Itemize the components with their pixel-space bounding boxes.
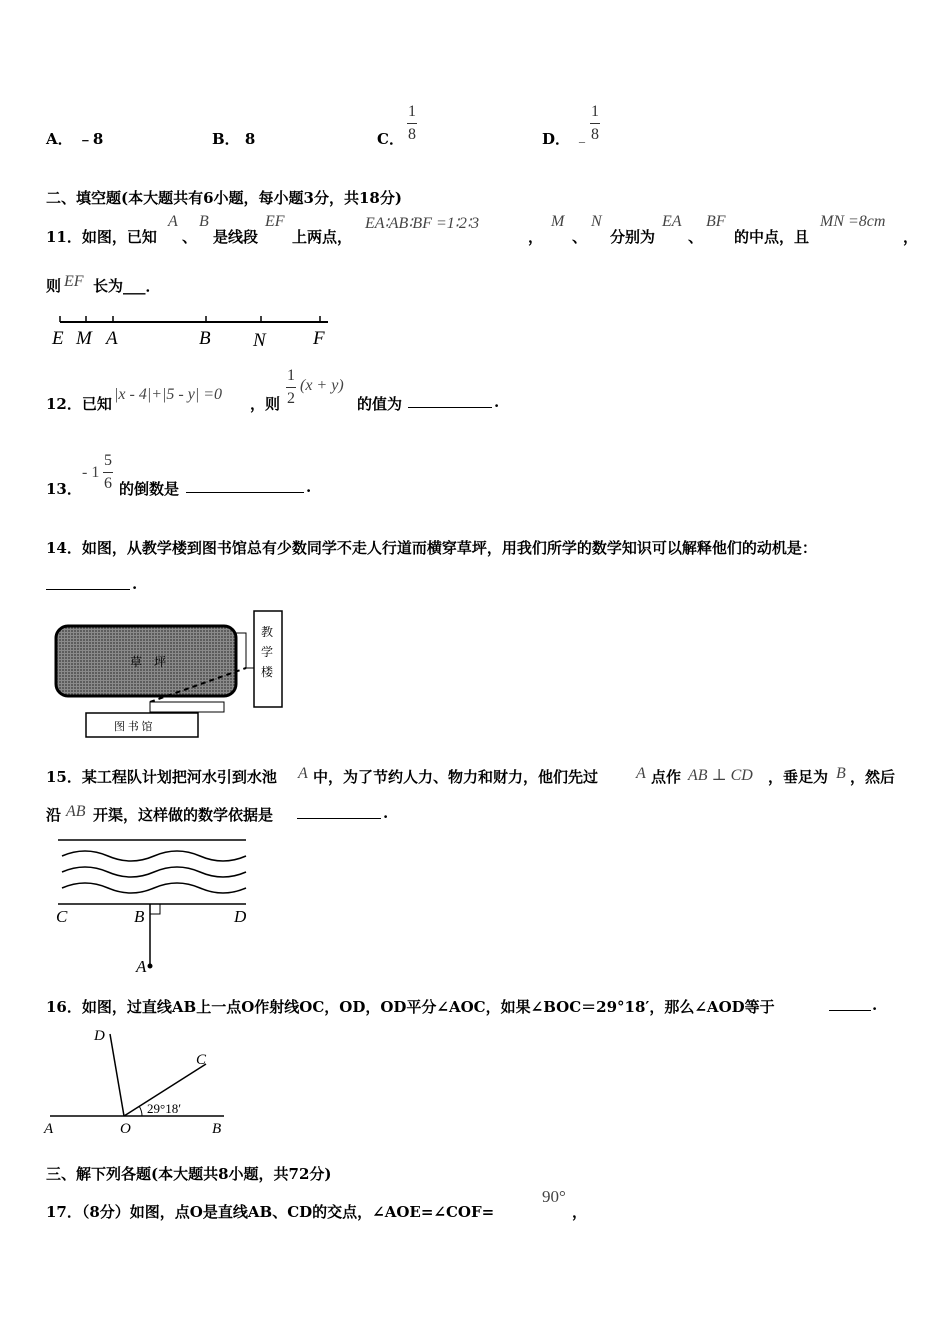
wave-2 — [62, 867, 246, 877]
q11-point-b: B — [199, 213, 209, 230]
q15-text2: 中，为了节约人力、物力和财力，他们先过 — [313, 768, 599, 786]
label-a: A — [44, 1121, 54, 1137]
q11-point-a: A — [168, 213, 178, 230]
q13-frac-den: 6 — [104, 475, 112, 492]
label-c: C — [56, 907, 68, 926]
option-c-fraction — [407, 103, 417, 144]
label-n: N — [253, 330, 266, 351]
q15-ab: AB — [66, 803, 86, 820]
q13-number: 13． — [46, 480, 82, 498]
q12-fraction — [286, 367, 296, 408]
label-b: B — [134, 907, 145, 926]
q14-campus-figure — [50, 606, 290, 746]
q15-text3: 点作 — [651, 768, 682, 786]
q16-period: . — [872, 996, 878, 1014]
q15-b: B — [836, 765, 846, 782]
q15-a2: A — [636, 765, 646, 782]
label-e: E — [52, 328, 64, 349]
option-c-label: C． — [377, 130, 404, 148]
option-b-value: 8 — [244, 130, 256, 148]
building-char-1: 教 — [261, 625, 274, 639]
option-d-sign: ﹣ — [574, 133, 591, 150]
q12-end: 的值为 — [357, 395, 403, 413]
option-b — [212, 128, 255, 149]
q16-answer-blank[interactable] — [829, 996, 871, 1011]
q15-text1: 15．某工程队计划把河水引到水池 — [46, 768, 277, 786]
q11-text3: 分别为 — [610, 228, 656, 246]
q15-a: A — [298, 765, 308, 782]
q15-line2b: 开渠，这样做的数学依据是 — [93, 806, 274, 824]
q11-ratio: EA∶AB∶BF =1∶2∶3 — [365, 215, 480, 232]
grass-label: 草 坪 — [130, 655, 167, 669]
q12-number: 12．已知 — [46, 395, 112, 413]
q11-number: 11．如图，已知 — [46, 228, 157, 246]
q11-text4: 的中点，且 — [734, 228, 810, 246]
q15-period: . — [383, 804, 389, 822]
q13-end: 的倒数是 — [119, 480, 180, 498]
option-a-value: ﹣8 — [77, 130, 104, 148]
q11-segment-figure — [46, 312, 346, 352]
label-d: D — [94, 1028, 105, 1044]
section-2-title: 二、填空题(本大题共有6小题，每小题3分，共18分) — [46, 189, 402, 207]
q11-sep1: 、 — [182, 228, 198, 246]
label-m: M — [76, 328, 92, 349]
q15-line2a: 沿 — [46, 806, 62, 824]
q11-sep2: 、 — [572, 228, 588, 246]
q13-fraction — [103, 452, 113, 493]
q15-river-figure — [50, 830, 260, 980]
q11-ef2: EF — [64, 273, 84, 290]
option-d-fraction — [590, 103, 600, 144]
q11-comma: ， — [528, 228, 544, 246]
q12-mid: ，则 — [250, 395, 281, 413]
q13-sign: - 1 — [82, 464, 100, 481]
library-label: 图 书 馆 — [114, 721, 153, 733]
q15-answer-blank[interactable] — [297, 804, 381, 819]
q16-text: 16．如图，过直线AB上一点O作射线OC，OD，OD平分∠AOC，如果∠BOC＝29°18′，那么∠AOD等于 — [46, 998, 775, 1016]
wave-3 — [62, 883, 246, 893]
label-a: A — [106, 328, 118, 349]
label-a: A — [136, 957, 147, 976]
q17-degree: 90° — [542, 1187, 566, 1206]
q11-ef: EF — [265, 213, 285, 230]
option-d-den: 8 — [591, 126, 599, 143]
q11-sep3: 、 — [688, 228, 704, 246]
building-char-3: 楼 — [261, 665, 274, 679]
option-c-den: 8 — [408, 126, 416, 143]
q14-period: . — [132, 575, 138, 593]
q11-line2a: 则 — [46, 277, 62, 295]
option-a — [46, 128, 103, 149]
q15-text5: ，然后 — [850, 768, 896, 786]
q17-text: 17．（8分）如图，点O是直线AB、CD的交点，∠AOE=∠COF= — [46, 1203, 495, 1221]
option-c-num: 1 — [408, 103, 416, 120]
q11-point-m: M — [551, 213, 565, 230]
q13-answer-blank[interactable] — [186, 478, 304, 493]
q13-period: . — [306, 478, 312, 496]
q14-text: 14．如图，从教学楼到图书馆总有少数同学不走人行道而横穿草坪，用我们所学的数学知识可以解释他们的动机是： — [46, 539, 817, 557]
option-b-label: B． — [212, 130, 240, 148]
q12-frac-den: 2 — [287, 390, 295, 407]
building-char-2: 学 — [261, 645, 274, 659]
section-3-title: 三、解下列各题(本大题共8小题，共72分) — [46, 1165, 332, 1183]
q12-period: . — [494, 393, 500, 411]
pool-point-a — [148, 964, 153, 969]
q12-expression: |x - 4|+|5 - y| =0 — [114, 386, 223, 403]
label-o: O — [120, 1121, 131, 1137]
q11-line2b: 长为___． — [93, 277, 161, 295]
q15-perp: AB ⊥ CD — [688, 767, 753, 784]
q11-text2: 上两点， — [292, 228, 353, 246]
label-f: F — [313, 328, 325, 349]
q12-answer-blank[interactable] — [408, 393, 492, 408]
option-d-label: D． — [542, 130, 571, 148]
label-d: D — [234, 907, 247, 926]
label-c: C — [196, 1052, 207, 1068]
wave-1 — [62, 851, 246, 861]
q16-angle-figure — [40, 1020, 240, 1140]
q11-mn: MN =8cm — [820, 213, 886, 230]
angle-label: 29°18′ — [147, 1101, 182, 1116]
q11-comma2: ， — [903, 228, 919, 246]
q11-ea: EA — [662, 213, 682, 230]
q14-answer-blank[interactable] — [46, 575, 130, 590]
q11-text1: 是线段 — [213, 228, 259, 246]
q15-text4: ，垂足为 — [768, 768, 829, 786]
q11-point-n: N — [591, 213, 602, 230]
q17-end: ， — [572, 1203, 588, 1221]
option-a-label: A． — [46, 130, 73, 148]
q11-bf: BF — [706, 213, 726, 230]
q12-paren: (x + y) — [300, 377, 344, 394]
q12-frac-num: 1 — [287, 367, 295, 384]
ray-od — [110, 1034, 124, 1116]
label-b: B — [212, 1121, 222, 1137]
label-b: B — [199, 328, 211, 349]
q13-frac-num: 5 — [104, 452, 112, 469]
option-d-num: 1 — [591, 103, 599, 120]
